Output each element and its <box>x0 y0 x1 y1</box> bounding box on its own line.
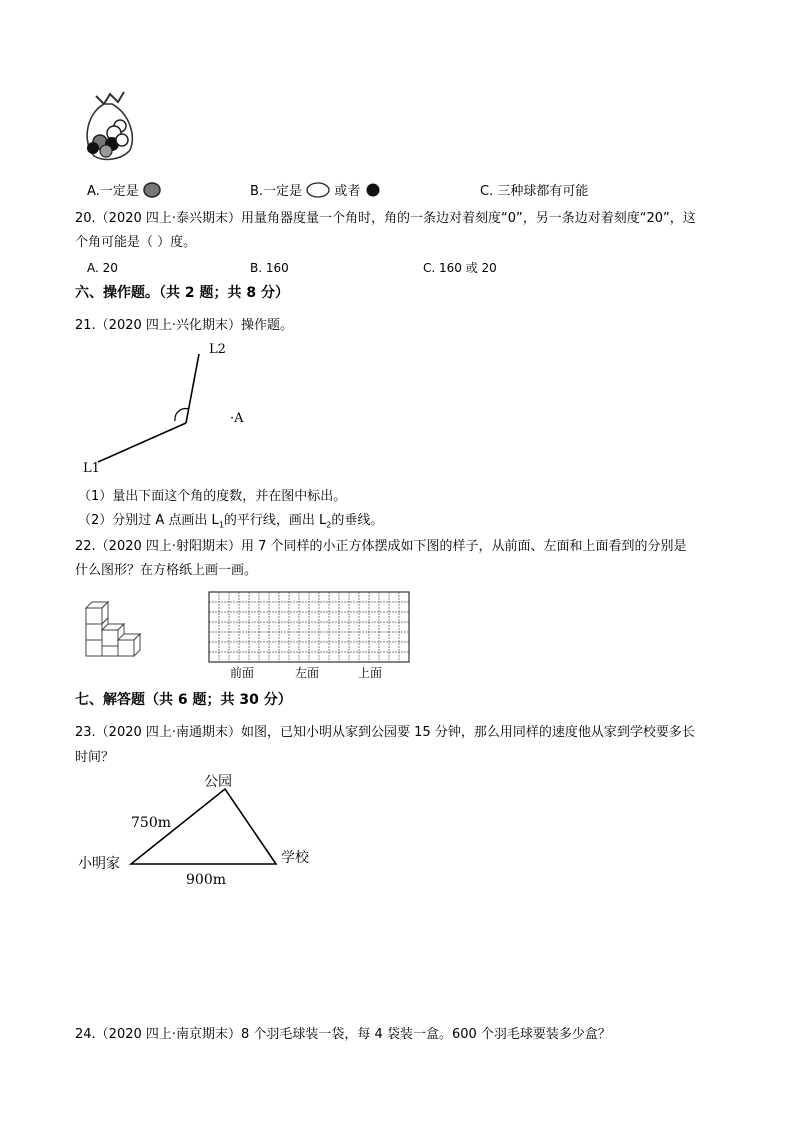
q22-line-1: 22.（2020 四上·射阳期末）用 7 个同样的小正方体摆成如下图的样子，从前面、左面和上面看到的分别是 <box>75 539 687 554</box>
q20-option-b: B. 160 <box>250 261 289 275</box>
q24-text: 24.（2020 四上·南京期末）8 个羽毛球装一袋，每 4 袋装一盒。600 个羽毛球要装多少盒？ <box>75 1027 611 1042</box>
q23-line-1: 23.（2020 四上·南通期末）如图，已知小明从家到公园要 15 分钟，那么用同样的速度他从家到学校要多长 <box>75 725 695 740</box>
section-7-title: 七、解答题（共 6 题；共 30 分） <box>75 692 292 708</box>
l1-label: L1 <box>83 461 100 476</box>
grid-paper <box>208 591 410 681</box>
distance-900: 900m <box>186 872 226 888</box>
cube-stack-figure <box>82 598 154 664</box>
grid-label-top: 上面 <box>358 666 383 680</box>
q21-sub-2: （2）分别过 A 点画出 $L_1$的平行线，画出 $L_2$的垂线。 <box>78 513 384 530</box>
q20-line-2: 个角可能是（ ）度。 <box>75 235 197 250</box>
grid-label-left: 左面 <box>295 666 320 680</box>
grid-label-front: 前面 <box>230 666 255 680</box>
angle-figure <box>78 336 278 476</box>
q19-option-b <box>250 182 381 201</box>
home-label: 小明家 <box>78 856 120 872</box>
q22-line-2: 什么图形？在方格纸上画一画。 <box>75 563 258 578</box>
q19-option-c: C. 三种球都有可能 <box>480 184 589 199</box>
gray-ball-icon <box>143 182 161 198</box>
q20-option-a: A. 20 <box>87 261 118 275</box>
white-ball-icon <box>306 182 330 198</box>
q19-option-a <box>87 182 161 201</box>
q20-line-1: 20.（2020 四上·泰兴期末）用量角器度量一个角时，角的一条边对着刻度“0”，另一条边对着刻度“20”，这 <box>75 211 696 226</box>
q21-sub-1: （1）量出下面这个角的度数，并在图中标出。 <box>78 489 347 504</box>
distance-750: 750m <box>131 815 171 831</box>
a-point-label: ·A <box>230 411 244 426</box>
q19-option-a-label: A.一定是 <box>87 184 139 199</box>
section-6-title: 六、操作题。（共 2 题；共 8 分） <box>75 285 289 301</box>
ball-bag-image <box>80 88 136 162</box>
q20-option-c: C. 160 或 20 <box>423 261 497 275</box>
q21-header: 21.（2020 四上·兴化期末）操作题。 <box>75 318 294 333</box>
triangle-map-figure <box>75 772 325 892</box>
q19-option-b-or: 或者 <box>334 184 361 199</box>
l2-label: L2 <box>209 342 226 357</box>
black-ball-icon <box>365 182 381 198</box>
q23-line-2: 时间？ <box>75 750 115 765</box>
school-label: 学校 <box>281 850 309 866</box>
park-label: 公园 <box>204 774 232 790</box>
q19-option-b-label: B.一定是 <box>250 184 303 199</box>
